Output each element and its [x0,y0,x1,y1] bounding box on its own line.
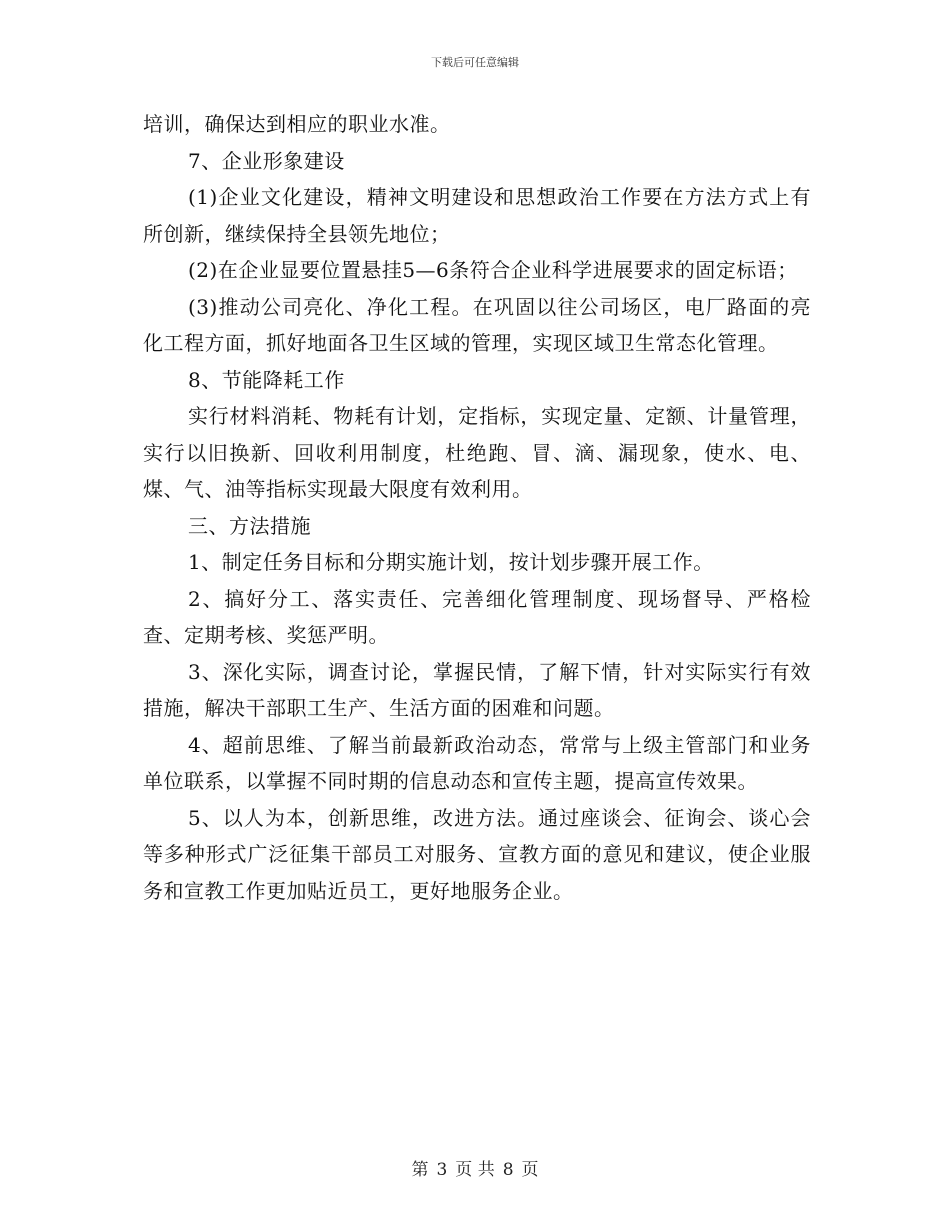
section-heading: 8、节能降耗工作 [188,367,345,392]
footer-middle: 页 共 [455,1160,495,1180]
paragraph: (1)企业文化建设，精神文明建设和思想政治工作要在方法方式上有所创新，继续保持全县领先地位； [143,185,811,246]
section-heading: 7、企业形象建设 [188,148,345,173]
paragraph: 实行材料消耗、物耗有计划，定指标，实现定量、定额、计量管理，实行以旧换新、回收利用制度，杜绝跑、冒、滴、漏现象，使水、电、煤、气、油等指标实现最大限度有效利用。 [143,404,811,501]
document-body [143,106,811,909]
paragraph: 5、以人为本，创新思维，改进方法。通过座谈会、征询会、谈心会等多种形式广泛征集干部员工对服务、宣教方面的意见和建议，使企业服务和宣教工作更加贴近员工，更好地服务企业。 [143,805,811,903]
current-page-number: 3 [436,1160,448,1180]
footer-prefix: 第 [411,1160,429,1180]
footer-suffix: 页 [521,1160,539,1180]
page-header: 下载后可任意编辑 [431,56,519,69]
paragraph: 3、深化实际，调查讨论，掌握民情，了解下情，针对实际实行有效措施，解决干部职工生产、生活方面的困难和问题。 [143,659,811,720]
total-page-number: 8 [502,1160,514,1180]
paragraph: (2)在企业显要位置悬挂5—6条符合企业科学进展要求的固定标语； [188,258,798,282]
paragraph: 4、超前思维、了解当前最新政治动态，常常与上级主管部门和业务单位联系，以掌握不同时期的信息动态和宣传主题，提高宣传效果。 [143,732,811,793]
paragraph: 培训，确保达到相应的职业水准。 [143,112,451,136]
section-heading: 三、方法措施 [188,513,311,538]
paragraph: 2、搞好分工、落实责任、完善细化管理制度、现场督导、严格检查、定期考核、奖惩严明。 [143,586,811,647]
paragraph: (3)推动公司亮化、净化工程。在巩固以往公司场区，电厂路面的亮化工程方面，抓好地面各卫生区域的管理，实现区域卫生常态化管理。 [143,294,811,355]
paragraph: 1、制定任务目标和分期实施计划，按计划步骤开展工作。 [188,550,714,574]
page-footer [0,1155,950,1180]
